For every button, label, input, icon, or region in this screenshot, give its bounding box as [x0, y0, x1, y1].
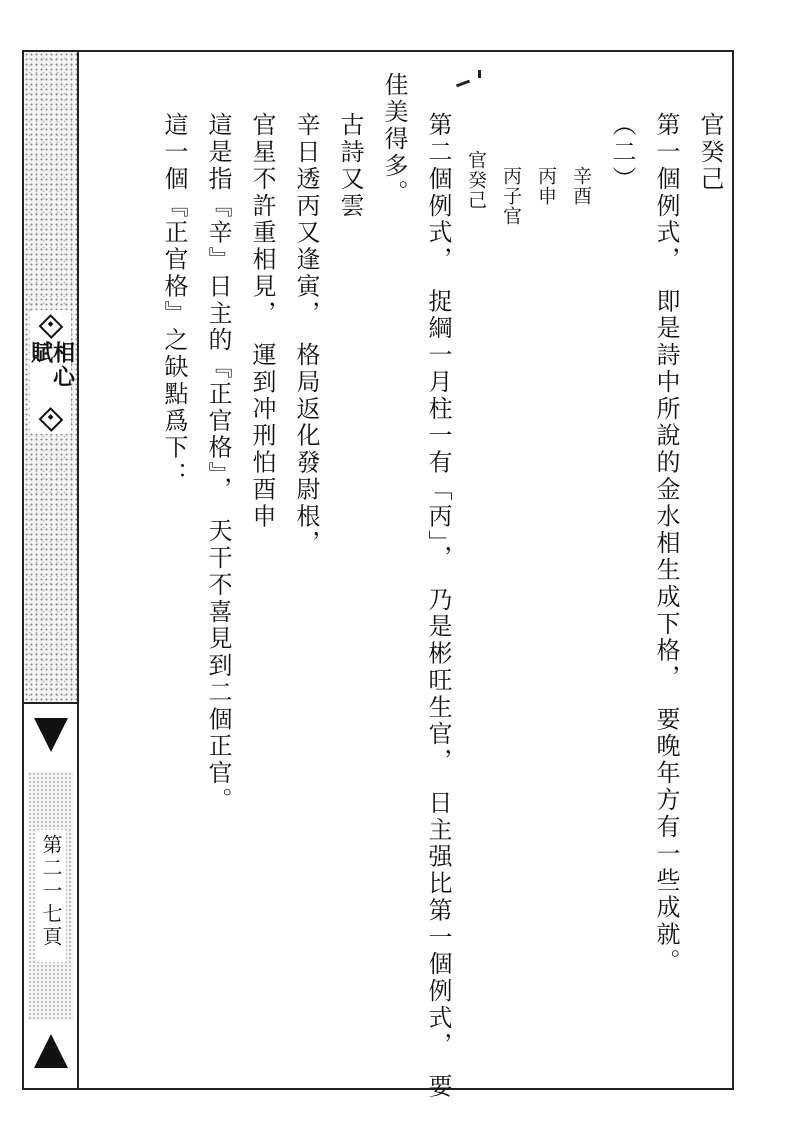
chart-column: 官癸己 [465, 150, 487, 210]
diamond-icon [38, 314, 63, 339]
text-column: 官癸己 [696, 112, 724, 193]
main-text [88, 72, 724, 1101]
text-column: 佳美得多。 [380, 72, 408, 207]
chart-column: 丙子官 [500, 166, 522, 226]
section-marker: （二） [608, 112, 636, 193]
page-number: 第二一七頁 [39, 834, 63, 949]
sidebar-divider [24, 702, 77, 704]
poem-heading: 古詩又雲 [336, 112, 364, 220]
chart-column: 辛酉 [570, 166, 592, 206]
book-title: 相心賦 [27, 340, 75, 389]
text-column: 這是指『辛』日主的『正官格』， 天干不喜見到二個正官。 [204, 112, 232, 814]
text-column: 第一個例式， 即是詩中所說的金水相生成下格， 要晚年方有一些成就。 [652, 112, 680, 976]
scan-speck [478, 70, 481, 78]
diamond-icon [38, 407, 63, 432]
poem-line: 官星不許重相見， 運到冲刑怕酉申 [248, 112, 276, 531]
page-number-block [36, 830, 66, 962]
triangle-down-icon [34, 718, 68, 752]
triangle-up-icon [34, 1034, 68, 1068]
sidebar [24, 52, 79, 1088]
chart-column: 丙申 [535, 166, 557, 206]
poem-line: 辛日透丙又逢寅， 格局返化發尉根， [292, 112, 320, 557]
text-column: 第二個例式， 捉綱一月柱一有「丙」， 乃是彬旺生官， 日主强比第一個例式， 要 [424, 112, 452, 1101]
book-title-block [27, 310, 75, 434]
text-column: 這一個『正官格』之缺點爲下： [160, 112, 188, 489]
